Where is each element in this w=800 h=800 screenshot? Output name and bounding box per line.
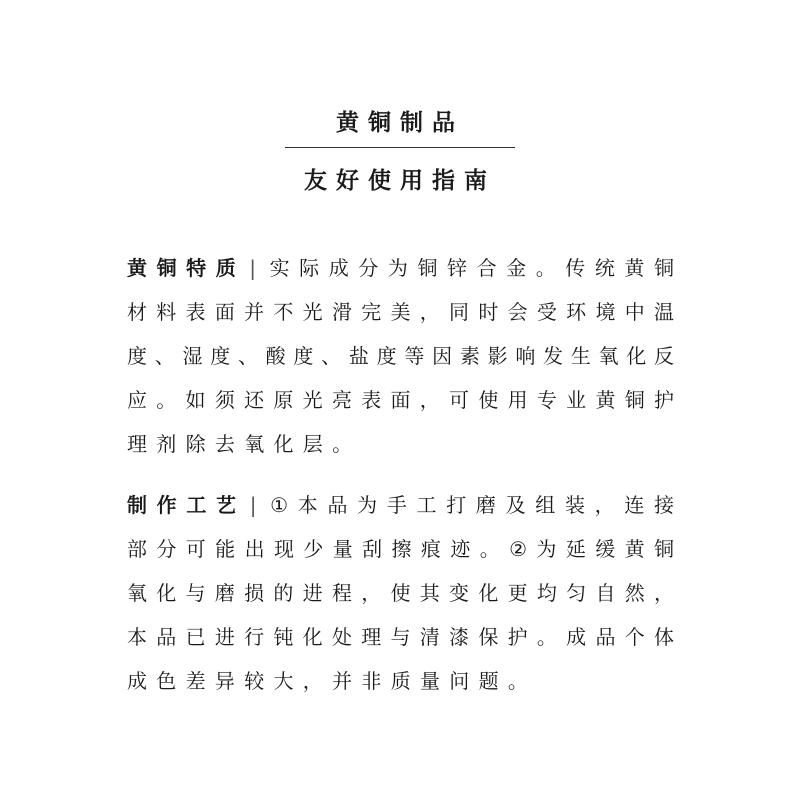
section-craftsmanship bbox=[127, 490, 674, 710]
paragraph-line bbox=[127, 666, 674, 710]
paragraph-line bbox=[127, 578, 674, 622]
section-heading: 黄铜特质 bbox=[127, 256, 246, 280]
line-text: 理剂除去氧化层。 bbox=[127, 432, 362, 456]
paragraph-line bbox=[127, 385, 674, 429]
section-heading: 制作工艺 bbox=[127, 493, 246, 517]
paragraph-line bbox=[127, 534, 674, 578]
paragraph-line bbox=[127, 622, 674, 666]
line-text: 应。如须还原光亮表面，可使用专业黄铜护 bbox=[127, 388, 674, 412]
line-text: 实际成分为铜锌合金。传统黄铜 bbox=[260, 256, 675, 280]
line-text: 氧化与磨损的进程，使其变化更均匀自然， bbox=[127, 581, 674, 605]
paragraph-line bbox=[127, 429, 674, 473]
line-text: 材料表面并不光滑完美，同时会受环境中温 bbox=[127, 300, 674, 324]
page-subtitle: 友好使用指南 bbox=[304, 167, 496, 194]
line-text: ①本品为手工打磨及组装，连接 bbox=[260, 493, 675, 517]
line-text: 本品已进行钝化处理与清漆保护。成品个体 bbox=[127, 625, 674, 649]
line-text: 度、湿度、酸度、盐度等因素影响发生氧化反 bbox=[127, 344, 674, 368]
heading-separator: | bbox=[249, 256, 257, 280]
section-brass-properties bbox=[127, 253, 674, 473]
page-title: 黄铜制品 bbox=[336, 109, 464, 136]
paragraph-line bbox=[127, 341, 674, 385]
title-divider bbox=[285, 147, 515, 148]
paragraph-line bbox=[127, 297, 674, 341]
line-text: 部分可能出现少量刮擦痕迹。②为延缓黄铜 bbox=[127, 537, 674, 561]
paragraph-line bbox=[127, 253, 674, 297]
paragraph-line bbox=[127, 490, 674, 534]
heading-separator: | bbox=[249, 493, 257, 517]
line-text: 成色差异较大，并非质量问题。 bbox=[127, 669, 538, 693]
